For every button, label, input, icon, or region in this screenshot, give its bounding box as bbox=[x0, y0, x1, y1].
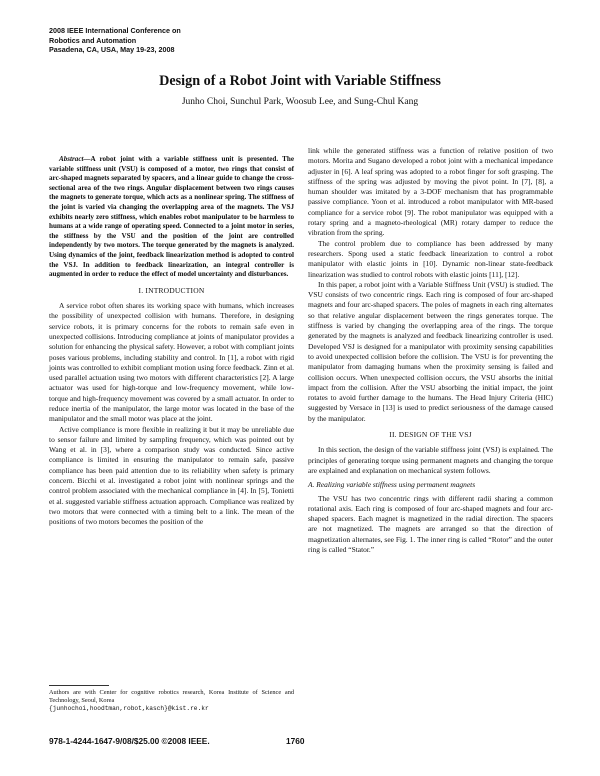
paper-overview-paragraph: In this paper, a robot joint with a Variable Stiffness Unit (VSU) is studied. The VSU consists of two concentric rings. Each ring is composed of four arc-shaped magnets and four arc-shaped spacers. The poles of magnets in each ring alternates so that relative angular displacement between the rings generates torque. The stiffness is varied by changing the overlapping area of the rings. The torque generated by the magnets is analyzed and feedback linearizing controller is used. Developed VSJ is designed for a manipulator with proximity sensing capabilities to avoid unexpected collision before the collision. The VSU is for preventing the manipulator from damaging humans when the proximity sensing is failed and collision occurs. When unexpected collision occurs, the VSU absorbs the initial impact from the collision. After the VSU absorbing the initial impact, the joint rotates to avoid further damage to the humans. The Head Injury Criteria (HIC) suggested by Versace in [13] is used to predict seriousness of the damage caused by the manipulator. bbox=[308, 279, 553, 423]
conference-line-1: 2008 IEEE International Conference on bbox=[49, 26, 181, 35]
left-column bbox=[49, 155, 294, 528]
related-work-paragraph: link while the generated stiffness was a function of relative position of two motors. Morita and Sugano developed a robot joint with a mechanical impedance adjuster in [6]. A leaf spring was adopted to a robot finger for soft grasping. The stiffness of the spring was adjusted by moving the pivot point. In [7], [8], a human shoulder was imitated by a 3-DOF mechanism that has programmable passive compliance. Yoon et al. introduced a robot manipulator with MR-based compliance for a service robot [9]. The robot manipulator was equipped with a rotary spring and a magneto-rheological (MR) rotary damper to reduce the vibration from the spring. bbox=[308, 146, 553, 238]
abstract bbox=[49, 155, 294, 280]
conference-line-2: Robotics and Automation bbox=[49, 35, 137, 45]
footnote-emails: {junhochoi,hoodtman,robot,kasch}@kist.re.kr bbox=[49, 705, 209, 712]
footnote-affiliation: Authors are with Center for cognitive robotics research, Korea Institute of Science and Technology, Seoul, Korea bbox=[49, 689, 294, 704]
control-paragraph: The control problem due to compliance has been addressed by many researchers. Spong used a static feedback linearization to control a robot manipulator with elastic joints in [10]. Dynamic non-linear state-feedback linearization was studied to control robots with elastic joints [11], [12]. bbox=[308, 238, 553, 279]
page-number: 1760 bbox=[286, 736, 305, 746]
paper-authors: Junho Choi, Sunchul Park, Woosub Lee, and Sung-Chul Kang bbox=[181, 97, 419, 107]
section-heading-design: II. DESIGN OF THE VSJ bbox=[389, 430, 472, 440]
intro-paragraph-2: Active compliance is more flexible in realizing it but it may be unreliable due to sensor failure and limited by sampling frequency, which was pointed out by Wang et al. in [3], where a comparison study was conducted. Since active compliance is limited in ensuring the manipulator to remain safe, passive compliance has been paid attention due to its reliability when safety is primary concern. Bicchi et al. investigated a robot joint with nonlinear springs and the control problem associated with the mechanical compliance in [4]. In [5], Tonietti et al. suggested variable stiffness actuation approach. Compliance was realized by two motors that were connected with a timing belt to a link. The mean of the positions of two motors becomes the position of the bbox=[49, 424, 294, 527]
subsection-heading-a: A. Realizing variable stiffness using permanent magnets bbox=[308, 480, 476, 490]
paper-title: Design of a Robot Joint with Variable Stiffness bbox=[159, 73, 441, 89]
abstract-text: A robot joint with a variable stiffness unit is presented. The variable stiffness unit (VSU) is composed of a motor, two rings that consist of arc-shaped magnets separated by spacers, and a linear guide to change the cross-sectional area of the two rings. Angular displacement between two rings causes the magnets to generate torque, which acts as a nonlinear spring. The stiffness of the joint is varied via changing the overlapping area of the magnets. The VSJ exhibits nearly zero stiffness, which enables robot manipulator to be harmless to humans at a wide range of operating speed. Connected to a joint motor in series, the stiffness by the VSU and the position of the joint are controlled independently by two motors. The torque generated by the magnets is analyzed. Using dynamics of the joint, feedback linearization method is adopted to control the VSJ. In addition to feedback linearization, an integral controller is augmented in order to reduce the effect of model uncertainty and disturbances. bbox=[49, 155, 294, 279]
intro-paragraph-1: A service robot often shares its working space with humans, which increases the possibility of unexpected collision with humans. Therefore, in designing service robots, it is primary concerns for the robots to remain safe even in unexpected collisions. Introducing compliance at joints of manipulator provides a solution for enhancing the physical safety. However, a robot with compliant joints poses various problems, including stability and control. In [1], a robot with rigid joints was controlled to exhibit compliant motion using force feedback. Zinn et al. used parallel actuation using two motors with different characteristics [2]. A large actuator was used for high-torque and low-frequency movement, while low-torque and high-frequency movement was covered by a small actuator. In order to reduce inertia of the manipulator, the large motor was located in the base of the manipulator and the small motor was place at the joint. bbox=[49, 301, 294, 424]
author-footnote bbox=[49, 685, 294, 713]
section-heading-introduction: I. INTRODUCTION bbox=[138, 285, 205, 295]
design-paragraph-2: The VSU has two concentric rings with different radii sharing a common rotational axis. Each ring is composed of four arc-shaped magnets and four arc-shaped spacers. Each magnet is magnetized in the radial direction. The spacers are not magnetized. The magnets are arranged so that the direction of magnetization alternates, see Fig. 1. The inner ring is called “Rotor” and the outer ring is called “Stator.” bbox=[308, 493, 553, 554]
conference-header bbox=[49, 26, 289, 55]
design-paragraph-1: In this section, the design of the variable stiffness joint (VSJ) is explained. The principles of generating torque using permanent magnets and changing the torque are explained and explanation on mechanical system follows. bbox=[308, 445, 553, 475]
right-column bbox=[308, 146, 553, 555]
abstract-label: Abstract— bbox=[59, 155, 91, 163]
conference-line-3: Pasadena, CA, USA, May 19-23, 2008 bbox=[49, 45, 175, 55]
footnote-rule bbox=[49, 685, 109, 686]
copyright-identifier: 978-1-4244-1647-9/08/$25.00 ©2008 IEEE. bbox=[49, 736, 210, 746]
